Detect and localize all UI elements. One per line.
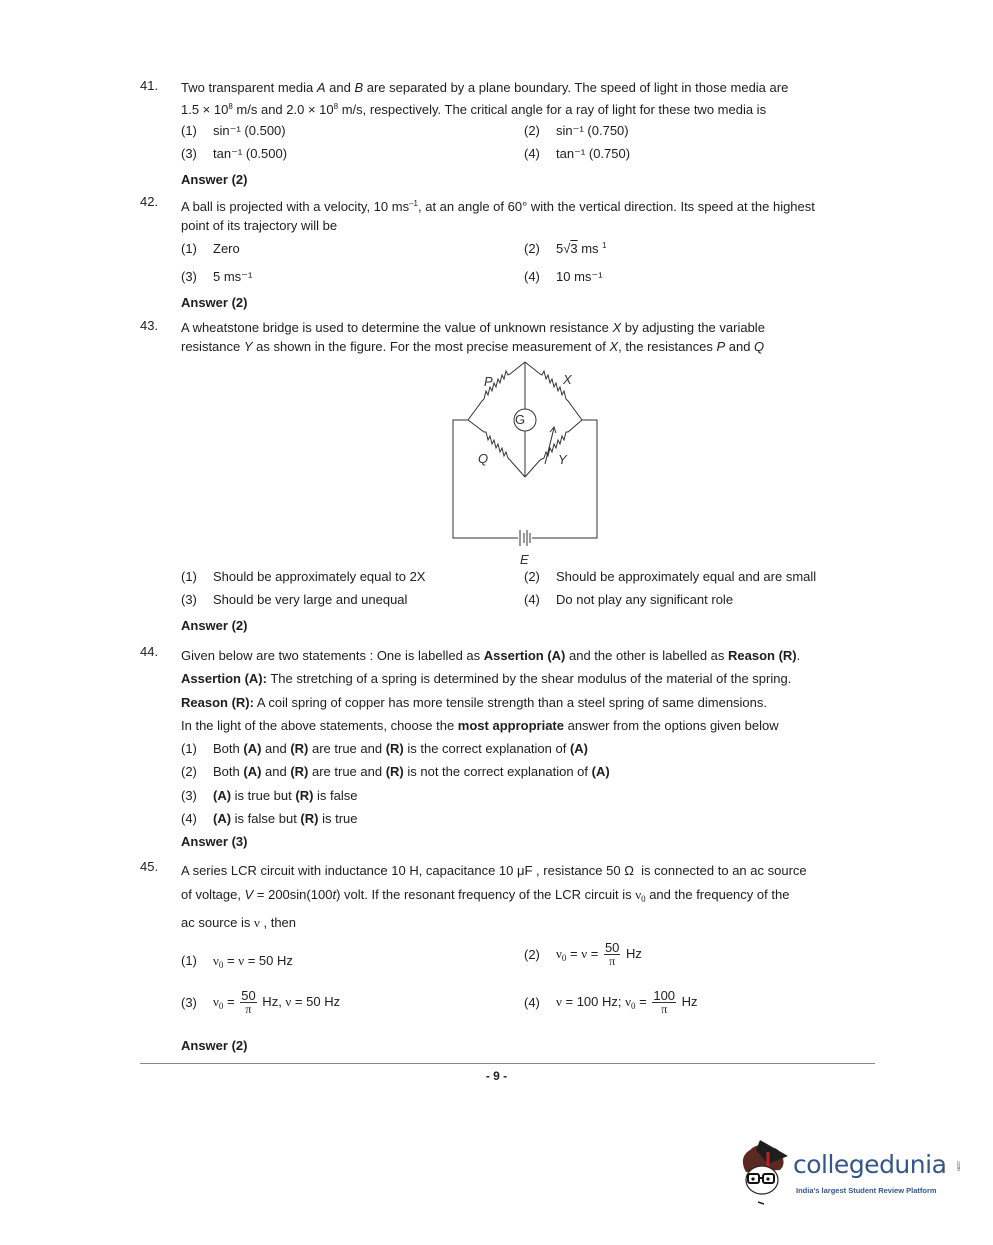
instruction: In the light of the above statements, choose the most appropriate answer from the options given below (181, 717, 779, 733)
answer: Answer (3) (181, 834, 248, 850)
logo-wordmark: collegedunia (793, 1150, 947, 1179)
options-row (181, 269, 875, 292)
option-4[interactable]: (4) ν = 100 Hz; $\nu_0$ = $\frac{100}{\pi}$ Hz (524, 988, 698, 1016)
option-2[interactable]: (2) 5√3 ms $^1$ (524, 241, 607, 256)
options-row (181, 241, 875, 269)
options-row (181, 988, 875, 1035)
question-number: 41. (140, 78, 159, 93)
option-1[interactable]: (1) Zero (181, 241, 240, 256)
question-text (181, 644, 875, 830)
options-row (181, 146, 875, 169)
option-1[interactable]: (1) sin⁻¹ (0.500) (181, 123, 286, 138)
option-2[interactable]: (2) sin⁻¹ (0.750) (524, 123, 629, 138)
galvanometer-label: G (514, 412, 526, 427)
logo-domain: .com (955, 1160, 961, 1171)
option-2[interactable]: (2) $\nu_0 = \nu$ = $\frac{50}{\pi}$ Hz (524, 940, 642, 968)
options-row (181, 592, 875, 615)
assertion-statement: Assertion (A): The stretching of a spring is determined by the shear modulus of the material of the spring. (181, 671, 792, 687)
option-1[interactable]: (1) Should be approximately equal to 2X (181, 569, 426, 584)
question-43 (140, 318, 875, 356)
mascot-icon (738, 1138, 794, 1208)
battery-e-label: E (520, 552, 529, 567)
option-3[interactable]: (3) (A) is true but (R) is false (181, 787, 358, 803)
option-2[interactable]: (2) Should be approximately equal and are small (524, 569, 817, 584)
answer: Answer (2) (181, 295, 248, 310)
option-3[interactable]: (3) tan⁻¹ (0.500) (181, 146, 288, 161)
resistor-x-label: X (563, 372, 572, 387)
question-number: 44. (140, 644, 159, 659)
option-4[interactable]: (4) (A) is false but (R) is true (181, 811, 358, 827)
question-text: Two transparent media A and B are separated by a plane boundary. The speed of light in those media are $1.5 \times 10^8$ m/s and $2.0 \times 10^8$ m/s, respectively. The critical angle for a ray of light for these two media is (181, 80, 789, 117)
question-41 (140, 78, 875, 191)
resistor-q-label: Q (478, 451, 489, 466)
question-text: A wheatstone bridge is used to determine the value of unknown resistance X by adjusting the variable resistance Y as shown in the figure. For the most precise measurement of X, the resistances P and Q (181, 320, 765, 354)
option-2[interactable]: (2) Both (A) and (R) are true and (R) is not the correct explanation of (A) (181, 764, 610, 780)
answer: Answer (2) (181, 618, 248, 633)
question-45 (140, 859, 875, 1057)
question-number: 45. (140, 859, 159, 874)
option-3[interactable]: (3) Should be very large and unequal (181, 592, 408, 607)
option-1[interactable]: (1) $\nu_0 = \nu = 50$ Hz (181, 953, 293, 970)
wheatstone-bridge-figure (440, 360, 610, 570)
resistor-p-label: P (484, 374, 493, 389)
question-43-options (140, 569, 875, 637)
question-42 (140, 194, 875, 314)
option-4[interactable]: (4) 10 ms⁻¹ (524, 269, 603, 284)
answer: Answer (2) (181, 1038, 248, 1053)
question-intro: Given below are two statements : One is labelled as Assertion (A) and the other is labelled as Reason (R). (181, 648, 801, 663)
footer-divider (140, 1063, 875, 1064)
logo-tagline: India's largest Student Review Platform (796, 1186, 937, 1195)
options-row (181, 123, 875, 146)
question-text: A ball is projected with a velocity, 10 $ms^{-1}$, at an angle of 60° with the vertical direction. Its speed at the highest point of its trajectory will be (181, 199, 815, 233)
option-4[interactable]: (4) Do not play any significant role (524, 592, 734, 607)
question-number: 42. (140, 194, 159, 209)
options-row (181, 569, 875, 592)
question-text: A series LCR circuit with inductance 10 H, capacitance 10 μF , resistance 50 Ω is connected to an ac source of voltage, V = 200sin(100t) volt. If the resonant frequency of the LCR circuit is $\nu_0$ and the frequency of the ac source is ν , then (181, 863, 807, 930)
option-4[interactable]: (4) tan⁻¹ (0.750) (524, 146, 631, 161)
page-number: - 9 - (485, 1069, 508, 1083)
option-3[interactable]: (3) $\nu_0$ = $\frac{50}{\pi}$ Hz, ν = 50 Hz (181, 988, 341, 1016)
reason-statement: Reason (R): A coil spring of copper has more tensile strength than a steel spring of same dimensions. (181, 694, 768, 710)
answer: Answer (2) (181, 172, 248, 187)
question-44 (140, 644, 875, 853)
question-number: 43. (140, 318, 159, 333)
option-3[interactable]: (3) 5 ms⁻¹ (181, 269, 253, 284)
resistor-y-label: Y (558, 452, 567, 467)
collegedunia-logo[interactable] (738, 1138, 963, 1208)
option-1[interactable]: (1) Both (A) and (R) are true and (R) is the correct explanation of (A) (181, 741, 588, 757)
